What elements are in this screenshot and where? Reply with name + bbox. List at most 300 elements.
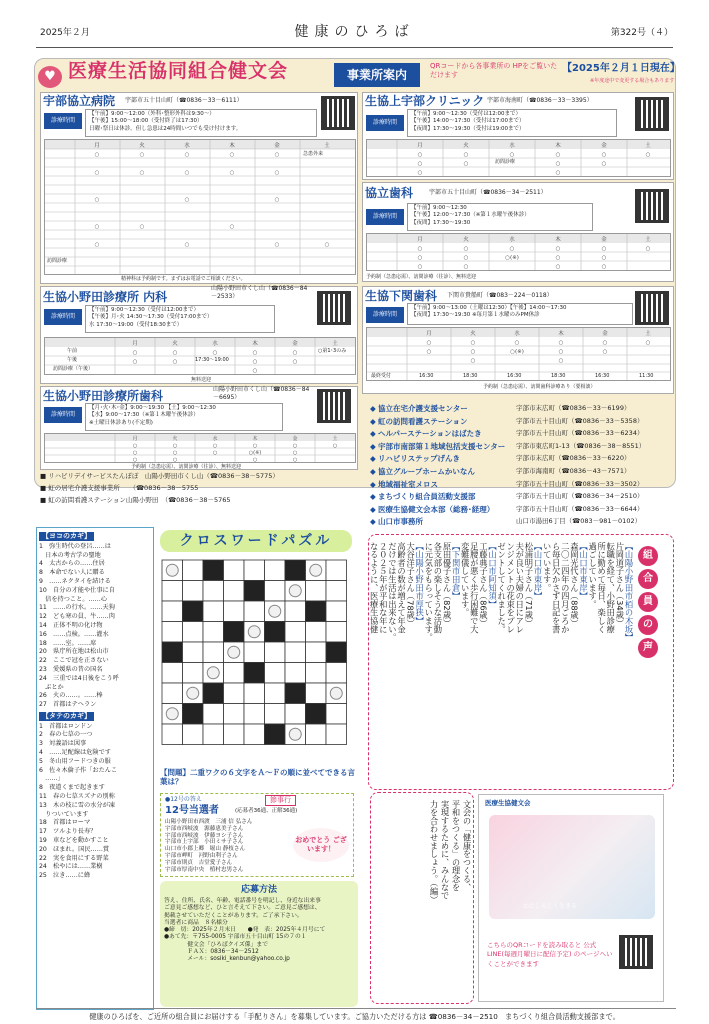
niji-care-line: ■ 虹の居宅介護支援事業所 （☎0836－38－5755 [40,484,199,492]
onoda-dental-qr-code[interactable] [317,389,351,423]
svg-text:金: 金 [274,143,280,149]
bullet-icon: ◆ [370,517,376,527]
svg-text:○: ○ [602,340,608,346]
svg-text:○: ○ [229,224,235,230]
heart-logo-icon: ♥ [38,66,62,88]
crossword-block [306,601,327,622]
crossword-cell[interactable] [265,683,286,704]
svg-text:○: ○ [229,170,235,176]
svg-text:○: ○ [132,359,138,365]
voice-column: なるように、医療生協健 [369,542,380,634]
shimonoseki-schedule-table [366,327,671,381]
svg-text:○: ○ [229,152,235,158]
crossword-cell[interactable] [162,683,183,704]
shimonoseki-hours-line: 【午前】9:00～13:00（土曜は12:30）【午後】14:00～17:30 [411,305,567,311]
crossword-block [244,581,265,602]
hint-item: 4 太古からの……住居 [39,560,105,568]
onoda-address: 山陽小野田市くし山（☎0836－84－2533） [211,285,308,300]
crossword-cell[interactable] [183,622,204,643]
crossword-cell[interactable] [285,642,306,663]
hint-item: 8 夜道くまで起きます [39,784,105,792]
onoda-visit-label: 訪問診療（午後） [53,366,94,372]
bullet-icon: ◆ [370,429,376,439]
svg-text:○: ○ [558,340,564,346]
svg-text:○: ○ [555,152,561,158]
onoda-dental-note: 予約制（急患応需）、訪問診療（往診）、無料送迎 [131,464,242,470]
shimonoseki-title: 生協下関歯科 [365,289,438,303]
double-frame-cell [310,564,322,576]
as-of-date: 【2025年２月１日現在】 [562,63,680,74]
crossword-cell[interactable] [224,581,245,602]
crossword-cell[interactable] [285,663,306,684]
voice-column: 工藤典子さん（86歳） [478,542,489,628]
facility-phone: 宇部市海南町（☎0836－43－7571） [516,466,631,475]
crossword-cell[interactable] [203,704,224,725]
onoda-sat-note: ○第1･3のみ [318,348,347,354]
onoda-dental-hours-line: ※土曜日休診あり(不定期) [89,419,153,426]
svg-text:月: 月 [132,436,138,442]
kamiube-hours-label: 診療時間 [366,115,404,131]
shimonoseki-last-mon: 16:30 [419,373,434,379]
ube-hospital-card [40,92,358,284]
winners-title: 12号当選者 [165,805,219,816]
shimonoseki-last-thu: 18:30 [551,373,566,379]
voice-column: 原田優子さん（82歳） [442,542,452,628]
crossword-cell[interactable] [162,663,183,684]
hint-item: ぶとか [39,683,64,691]
winners-stat: (応募者36通、正解36通) [235,808,298,814]
winner-name: 山陽小野田市西渡 三浦 信 弘さん [165,819,253,825]
svg-text:金: 金 [292,436,298,442]
kamiube-hours-line: 【夜間】17:30～19:30（受付は19:00まで） [411,125,525,132]
hint-item: 5 冬山用フードつきの服 [39,757,111,765]
voice-column: 実現するために、みんなで [440,800,450,900]
crossword-hints [36,527,154,1010]
crossword-cell[interactable] [162,622,183,643]
double-frame-cell [166,708,178,720]
facility-item [370,480,676,493]
line-qr-code[interactable] [619,935,653,969]
bullet-icon: ◆ [370,454,376,464]
hint-item: 25 泣き……に蜂 [39,872,91,880]
crossword-cell[interactable] [244,704,265,725]
crossword-block [183,601,204,622]
svg-text:金: 金 [292,341,298,347]
crossword-block [265,622,286,643]
svg-text:○: ○ [555,246,561,252]
double-frame-cell [166,564,178,576]
svg-text:水: 水 [212,341,218,347]
hint-item: 日本の考古学の聖地 [39,551,101,559]
ube-hours-line: 【午後】15:00～18:00（受付終了は17:30） [89,118,203,125]
crossword-cell[interactable] [306,622,327,643]
onoda-dental-hours-line: 【水】9:00～17:30（※第１木曜午後休診） [89,412,199,419]
crossword-cell[interactable] [326,560,347,581]
crossword-cell[interactable] [183,581,204,602]
crossword-cell[interactable] [285,622,306,643]
issue-number: 第322号（４） [610,28,673,38]
onoda-hours [85,305,275,333]
kyoritsu-qr-code[interactable] [635,189,669,223]
facility-phone: 宇部市五十目山町（☎0836－33－3502） [516,479,644,488]
congrats-bubble: おめでとう ございます！ [293,828,349,862]
svg-text:○: ○ [645,340,651,346]
crossword-cell[interactable] [183,642,204,663]
svg-text:○: ○ [555,170,561,176]
kamiube-visit-cell: 訪問診療 [495,159,516,165]
hint-item: ……」 [39,775,64,783]
svg-text:○: ○ [132,350,138,356]
svg-text:○: ○ [132,450,138,456]
facility-item [370,417,676,430]
svg-text:○: ○ [463,152,469,158]
kamiube-hours [407,109,617,137]
line-promo[interactable] [478,794,664,1002]
shimonoseki-last-fri: 16:30 [595,373,610,379]
ube-schedule-grid [45,140,355,274]
svg-text:○: ○ [252,443,258,449]
voices-title-char: 組 [638,546,658,566]
onoda-dental-schedule-table [44,433,356,463]
facility-list [370,404,676,530]
apply-line: 当選者に商品 ８名様分 [164,919,228,926]
member-voices-title [638,546,668,661]
crossword-cell[interactable] [306,724,327,745]
voice-column: 平和をつくる」の理念を [451,800,461,892]
svg-text:土: 土 [332,436,338,442]
hint-item: 1 首都はロンドン [39,722,93,730]
facility-phone: 宇部市東広町1-13（☎0836－38－8551） [516,441,646,450]
ube-qr-code[interactable] [321,96,355,130]
crossword-cell[interactable] [306,642,327,663]
svg-text:○: ○ [324,242,330,248]
crossword-cell[interactable] [162,581,183,602]
tanpopo-line: ■ リハビリデイサービスたんぽぽ 山陽小野田市くし山（☎0836－38－5775） [40,472,279,480]
hint-item: 24 三重では4日後をこう呼 [39,674,119,682]
crossword-block [265,724,286,745]
tate-list [39,723,151,881]
crossword-cell[interactable] [224,683,245,704]
crossword-block [285,560,306,581]
hint-item: 20 ほまれ。国民……賞 [39,845,110,853]
hint-item: 6 佐々木倫子作「おたんこ [39,766,118,774]
facility-name: 協立グループホームかいなん [378,466,475,476]
hint-item: 3 対義語は図事 [39,740,87,748]
double-frame-cell [228,646,240,658]
crossword-cell[interactable] [265,663,286,684]
kyoritsu-hours [407,203,593,231]
ube-hours-label: 診療時間 [44,113,82,129]
svg-text:土: 土 [324,143,330,149]
svg-text:○: ○ [514,340,520,346]
shimonoseki-last-label: 最終受付 [371,373,392,379]
crossword-cell[interactable] [224,704,245,725]
crossword-cell[interactable] [203,724,224,745]
crossword-cell[interactable] [162,724,183,745]
crossword-cell[interactable] [265,581,286,602]
crossword-cell[interactable] [203,642,224,663]
hint-item: 18 ……室。……席 [39,639,97,647]
hint-item: 12 ども寒の員、牛……肉 [39,613,115,621]
kamiube-title: 生協上宇部クリニック [365,94,485,108]
svg-text:○: ○ [252,457,258,462]
crossword-cell[interactable] [224,724,245,745]
voice-column: 足腰が悪く歩行困難で大 [469,542,480,634]
hint-item: 17 ツルより長寿？ [39,828,97,836]
voice-column: 片岡道子さん（34歳） [614,542,625,628]
promo-org: 医療生協健文会 [485,799,531,807]
hint-item: 16 ……点検。……灌水 [39,630,109,638]
kyoritsu-dental-card [362,182,674,282]
voice-column: 松浦明子さん（71歳） [523,542,534,628]
kyoritsu-schedule-table [366,233,671,271]
svg-text:○: ○ [463,161,469,167]
facility-item [370,467,676,480]
voice-column: 【下関市田倉】 [451,542,462,601]
svg-text:○: ○ [212,443,218,449]
onoda-dental-address: 山陽小野田市くし山（☎0836－84－6695） [213,386,310,401]
crossword-block [162,642,183,663]
svg-text:○: ○ [601,246,607,252]
voice-column: ら毎日欠かさず日記を書 [551,542,562,634]
voice-column: 過ごしています。 [587,542,598,609]
svg-text:○: ○ [94,242,100,248]
onoda-schedule-table [44,337,356,375]
bullet-icon: ◆ [370,441,376,451]
hint-item: 19 車などを動かすこと [39,837,109,844]
voice-column: 変難儀しています。 [460,542,471,617]
apply-line: 健文会「ひろばクイズ係」まで [164,941,268,948]
svg-text:○: ○ [184,197,190,203]
svg-text:火: 火 [463,143,469,149]
svg-text:○: ○ [212,350,218,356]
apply-line: ＦＡＸ：0836－34－2512 [164,948,259,955]
svg-text:月: 月 [417,143,423,149]
svg-text:木: 木 [558,331,564,337]
footer-text: 健康のひろばを、ご近所の組合員にお届けする「手配りさん」を募集しています。ご協力いただける方は ☎0836－34－2510 まちづくり組合員活動支援部まで。 [89,1012,620,1021]
bullet-icon: ◆ [370,404,376,413]
yoko-list [39,543,151,710]
voice-column: に元気をもらっています。 [423,542,434,642]
page-header [0,0,709,50]
crossword-cell[interactable] [244,683,265,704]
voice-column: 転職を経て、小野田診療 [605,542,616,634]
ube-address: 宇部市五十目山町（☎0836－33－6111） [125,97,243,104]
svg-text:○: ○ [292,457,298,462]
svg-text:○: ○ [470,349,476,355]
bullet-icon: ◆ [370,492,376,502]
crossword-cell[interactable] [306,683,327,704]
facility-phone: 宇部市五十目山町（☎0836－33－5358） [516,416,644,425]
svg-text:○: ○ [94,170,100,176]
svg-text:金: 金 [601,237,607,243]
svg-text:金: 金 [602,331,608,337]
voice-column: 【山口市阿知須】 [487,542,498,609]
facility-phone: 宇部市五十目山町（☎0836－33－6234） [516,429,644,438]
niji-nursing-line: ■ 虹の訪問看護ステーション山陽小野田 （☎0836－38－5765 [40,496,231,504]
crossword-cell[interactable] [203,581,224,602]
svg-text:○: ○ [601,161,607,167]
crossword-grid[interactable] [160,558,348,764]
crossword-cell[interactable] [203,601,224,622]
svg-text:火: 火 [139,143,145,149]
ube-psych-note: 精神科は予約制です。まずはお電話でご相談ください。 [121,276,246,282]
hint-item: 4 ……足配線は危険です [39,749,111,757]
facility-name: ヘルパーステーションはばたき [378,429,482,439]
crossword-cell[interactable] [244,642,265,663]
hint-item: 18 首都はローマ [39,819,91,827]
svg-text:火: 火 [470,331,476,337]
crossword-cell[interactable] [224,560,245,581]
svg-text:○: ○ [470,358,476,364]
winners-list [165,819,252,874]
winners-box [160,793,354,877]
crossword-cell[interactable] [326,581,347,602]
shimonoseki-address: 下関市貴船町（☎083－224－0118） [447,292,553,299]
crossword-cell[interactable] [183,724,204,745]
ube-hours [85,109,317,137]
svg-text:○: ○ [332,443,338,449]
kamiube-qr-code[interactable] [635,97,669,131]
hint-item: 14 正体不明の化け物 [39,621,103,629]
hint-item: 9 ……ネクタイを結ける [39,577,111,585]
svg-text:○: ○ [601,255,607,261]
facility-item [370,429,676,442]
promo-tagline: わたしらしく生きる [523,903,578,910]
facility-name: 虹の訪問看護ステーション [378,416,468,426]
voice-column: ２０２５年が平和な年に [378,542,389,634]
crossword-cell[interactable] [224,601,245,622]
header-rule [36,47,673,48]
crossword-cell[interactable] [162,601,183,622]
svg-text:火: 火 [172,341,178,347]
svg-text:木: 木 [252,341,258,347]
svg-text:月: 月 [426,331,432,337]
onoda-hours-line: 【午後】月･火 14:30～17:30（受付17:00まで） [89,314,213,321]
shimonoseki-note: 予約制（急患応需）、訪問歯科診療あり（要相談） [483,384,596,390]
crossword-cell[interactable] [224,663,245,684]
crossword-cell[interactable] [265,560,286,581]
svg-text:○(※): ○(※) [248,450,262,456]
apply-line: メール：sosiki_kenbun@yahoo.co.jp [164,956,290,963]
voice-column: 森岡光代さん（88歳） [569,542,580,628]
facility-item [370,492,676,505]
crossword-cell[interactable] [183,560,204,581]
svg-text:○: ○ [184,152,190,158]
winner-name: 宇部市上宇部 小田ミサ子さん [165,839,244,846]
double-frame-cell [289,585,301,597]
crossword-block [203,560,224,581]
voice-column: 【山陽小野田市厚狭】 [414,542,425,625]
svg-text:○: ○ [132,457,138,462]
crossword-cell[interactable] [183,663,204,684]
kyoritsu-hours-label: 診療時間 [366,209,404,225]
svg-text:火: 火 [172,436,178,442]
crossword-cell[interactable] [203,622,224,643]
ube-hours-line: 【午前】9:00～12:00（外科･整形外科は9:30～） [89,111,215,117]
svg-text:○: ○ [417,264,423,270]
svg-text:○: ○ [417,161,423,167]
hint-item: りついています [39,810,89,818]
crossword-cell[interactable] [285,601,306,622]
svg-text:○: ○ [274,170,280,176]
svg-text:木: 木 [555,237,561,243]
onoda-dental-hours-label: 診療時間 [44,407,82,423]
facility-item [370,404,676,417]
voice-column: 二〇二四年の四月ごろか [560,542,571,634]
crossword-cell[interactable] [244,724,265,745]
svg-text:○: ○ [645,152,651,158]
svg-text:○(※): ○(※) [510,349,524,355]
svg-text:○: ○ [426,340,432,346]
crossword-cell[interactable] [326,704,347,725]
svg-text:○: ○ [555,264,561,270]
hint-item: 20 県庁所在地は松山市 [39,648,109,656]
crossword-cell[interactable] [306,581,327,602]
svg-text:○: ○ [417,255,423,261]
svg-text:○: ○ [139,224,145,230]
svg-text:月: 月 [94,143,100,149]
crossword-cell[interactable] [326,663,347,684]
crossword-cell[interactable] [326,622,347,643]
winner-name: 山口市小郡上郷 堀山 静枝さん [165,846,246,853]
voice-column: 力を合わせましょう。（編） [429,800,439,904]
crossword-cell[interactable] [265,642,286,663]
crossword-block [306,704,327,725]
date-note: ※年度途中で変更する場合もあります [590,78,675,84]
svg-text:月: 月 [132,341,138,347]
crossword-block [183,704,204,725]
crossword-cell[interactable] [244,560,265,581]
hint-item: 11 ……の行水。……天狗 [39,604,115,612]
svg-text:○: ○ [184,242,190,248]
crossword-cell[interactable] [326,601,347,622]
onoda-title: 生協小野田診療所 内科 [43,290,168,304]
facility-name: 協立在宅介護支援センター [378,404,468,413]
shimonoseki-last-sat: 11:30 [639,373,654,379]
facility-phone: 宇部市末広町（☎0836－33－6199） [516,404,631,412]
onoda-qr-code[interactable] [317,291,351,325]
svg-text:水: 水 [509,143,515,149]
org-name: 医療生活協同組合健文会 [68,60,289,82]
crossword-cell[interactable] [265,704,286,725]
hint-item: 8 本命でない人に贈る [39,569,105,577]
facility-guide-label: 事業所案内 [334,63,420,87]
winner-name: 宇部市厚南中央 植村忠男さん [165,866,244,873]
svg-text:○: ○ [172,359,178,365]
svg-text:金: 金 [601,143,607,149]
crossword-cell[interactable] [244,601,265,622]
kyoritsu-note: 予約制（急患応需）、訪問診療（往診）、無料送迎 [366,274,477,280]
shimonoseki-qr-code[interactable] [635,291,669,325]
onoda-hours-line: 【午前】9:00～12:30（受付は12:00まで） [89,307,200,313]
svg-text:○: ○ [184,170,190,176]
crossword-cell[interactable] [285,704,306,725]
shimonoseki-last-wed: 16:30 [507,373,522,379]
apply-line: ●あて先：〒755-0005 宇部市五十目山町 15の７の１ [164,934,307,941]
crossword-cell[interactable] [306,663,327,684]
svg-text:○: ○ [292,443,298,449]
apply-lines [164,898,354,963]
double-frame-cell [187,687,199,699]
svg-text:○: ○ [470,340,476,346]
hint-item: 1 弥生時代の登呂……は [39,542,111,550]
onoda-clinic-card [40,286,358,384]
kyoritsu-hours-line: 【午後】12:00～17:30（※第１水曜午後休診） [411,212,530,219]
hint-item: 11 春の七草スズナの別称 [39,793,115,801]
svg-text:○(※): ○(※) [505,255,519,261]
crossword-cell[interactable] [326,724,347,745]
